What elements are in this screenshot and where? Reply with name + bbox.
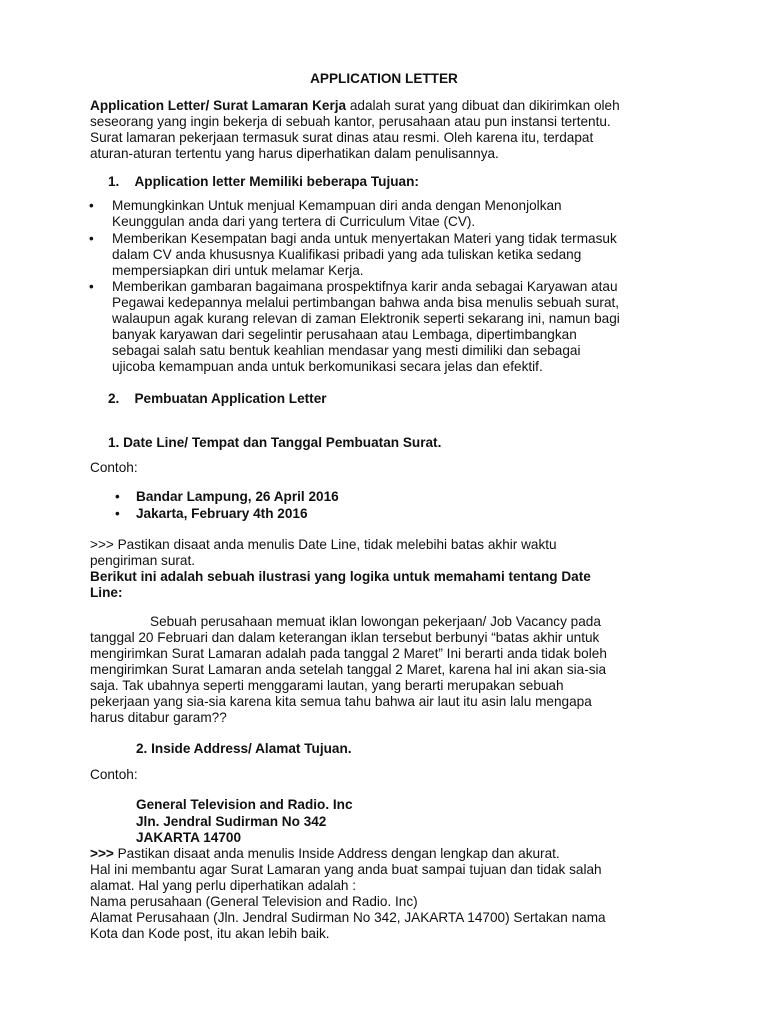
bullet-icon: • bbox=[89, 231, 94, 246]
intro-line-4: aturan-aturan tertentu yang harus diperhatikan dalam penulisannya. bbox=[90, 146, 499, 161]
illustration-line-1: Sebuah perusahaan memuat iklan lowongan pekerjaan/ Job Vacancy pada bbox=[150, 614, 601, 629]
inside-address-contoh: Contoh: bbox=[90, 767, 138, 782]
illustration-line-7: harus ditabur garam?? bbox=[90, 710, 227, 725]
inside-text-line-2: alamat. Hal yang perlu diperhatikan adalah : bbox=[90, 878, 357, 893]
bullet2-line-3: mempersiapkan diri untuk melamar Kerja. bbox=[112, 263, 364, 278]
inside-note-text: Pastikan disaat anda menulis Inside Address dengan lengkap dan akurat. bbox=[113, 846, 560, 861]
bullet1-line-1: Memungkinkan Untuk menjual Kemampuan diri anda dengan Menonjolkan bbox=[112, 198, 562, 213]
address-line-3: JAKARTA 14700 bbox=[136, 830, 242, 845]
illustration-line-3: mengirimkan Surat Lamaran adalah pada tanggal 2 Maret” Ini berarti anda tidak boleh bbox=[90, 646, 607, 661]
inside-note-line bbox=[90, 846, 560, 862]
bullet1-line-2: Keunggulan anda dari yang tertera di Curriculum Vitae (CV). bbox=[112, 214, 476, 229]
inside-text-line-4: Alamat Perusahaan (Jln. Jendral Sudirman No 342, JAKARTA 14700) Sertakan nama bbox=[90, 910, 606, 925]
intro-line-2: seseorang yang ingin bekerja di sebuah kantor, perusahaan atau pun instansi tertentu. bbox=[90, 114, 611, 129]
bullet-icon: • bbox=[89, 198, 94, 213]
bullet3-line-1: Memberikan gambaran bagaimana prospektifnya karir anda sebagai Karyawan atau bbox=[112, 279, 618, 294]
address-line-1: General Television and Radio. Inc bbox=[136, 797, 353, 812]
dateline-contoh: Contoh: bbox=[90, 460, 138, 475]
intro-line-1 bbox=[90, 98, 620, 114]
intro-term: Application Letter/ Surat Lamaran Kerja bbox=[90, 98, 347, 113]
bullet-icon: • bbox=[115, 506, 120, 521]
bullet2-line-1: Memberikan Kesempatan bagi anda untuk menyertakan Materi yang tidak termasuk bbox=[112, 231, 617, 246]
section2-heading: 2. Pembuatan Application Letter bbox=[108, 391, 327, 406]
dateline-example-2: Jakarta, February 4th 2016 bbox=[136, 506, 308, 521]
illustration-line-5: saja. Tak ubahnya seperti menggarami lautan, yang berarti merupakan sebuah bbox=[90, 678, 564, 693]
illustration-heading-line-2: Line: bbox=[90, 585, 123, 600]
address-line-2: Jln. Jendral Sudirman No 342 bbox=[136, 814, 327, 829]
bullet3-line-6: ujicoba kemampuan anda untuk berkomunikasi secara jelas dan efektif. bbox=[112, 359, 543, 374]
bullet3-line-5: sebagai salah satu bentuk keahlian mendasar yang mesti dimiliki dan sebagai bbox=[112, 343, 581, 358]
bullet-icon: • bbox=[89, 279, 94, 294]
inside-address-heading: 2. Inside Address/ Alamat Tujuan. bbox=[136, 741, 352, 756]
illustration-line-6: pekerjaan yang sia-sia karena kita semua tahu bahwa air laut itu asin lalu mengapa bbox=[90, 694, 592, 709]
bullet-icon: • bbox=[115, 489, 120, 504]
dateline-note-line-1: >>> Pastikan disaat anda menulis Date Line, tidak melebihi batas akhir waktu bbox=[90, 537, 557, 552]
inside-text-line-3: Nama perusahaan (General Television and Radio. Inc) bbox=[90, 894, 418, 909]
inside-text-line-1: Hal ini membantu agar Surat Lamaran yang anda buat sampai tujuan dan tidak salah bbox=[90, 862, 602, 877]
intro-line-3: Surat lamaran pekerjaan termasuk surat dinas atau resmi. Oleh karena itu, terdapat bbox=[90, 130, 594, 145]
bullet3-line-4: banyak karyawan dari segelintir perusahaan atau Lembaga, dipertimbangkan bbox=[112, 327, 577, 342]
page-title: APPLICATION LETTER bbox=[310, 71, 458, 86]
bullet2-line-2: dalam CV anda khususnya Kualifikasi pribadi yang ada tuliskan ketika sedang bbox=[112, 247, 582, 262]
section1-heading: 1. Application letter Memiliki beberapa Tujuan: bbox=[108, 174, 419, 189]
bullet3-line-2: Pegawai kedepannya melalui pertimbangan bahwa anda bisa menulis sebuah surat, bbox=[112, 295, 620, 310]
illustration-line-2: tanggal 20 Februari dan dalam keterangan iklan tersebut berbunyi “batas akhir untuk bbox=[90, 630, 600, 645]
bullet3-line-3: walaupun agak kurang relevan di zaman Elektronik seperti sekarang ini, namun bagi bbox=[112, 311, 620, 326]
dateline-example-1: Bandar Lampung, 26 April 2016 bbox=[136, 489, 339, 504]
inside-text-line-5: Kota dan Kode post, itu akan lebih baik. bbox=[90, 926, 330, 941]
dateline-note-line-2: pengiriman surat. bbox=[90, 553, 196, 568]
dateline-heading: 1. Date Line/ Tempat dan Tanggal Pembuatan Surat. bbox=[108, 435, 442, 450]
illustration-heading-line-1: Berikut ini adalah sebuah ilustrasi yang logika untuk memahami tentang Date bbox=[90, 569, 591, 584]
intro-line-1-text: adalah surat yang dibuat dan dikirimkan oleh bbox=[346, 98, 620, 113]
illustration-line-4: mengirimkan Surat Lamaran anda setelah tanggal 2 Maret, karena hal ini akan sia-sia bbox=[90, 662, 607, 677]
inside-note-prefix: >>> bbox=[90, 846, 114, 861]
